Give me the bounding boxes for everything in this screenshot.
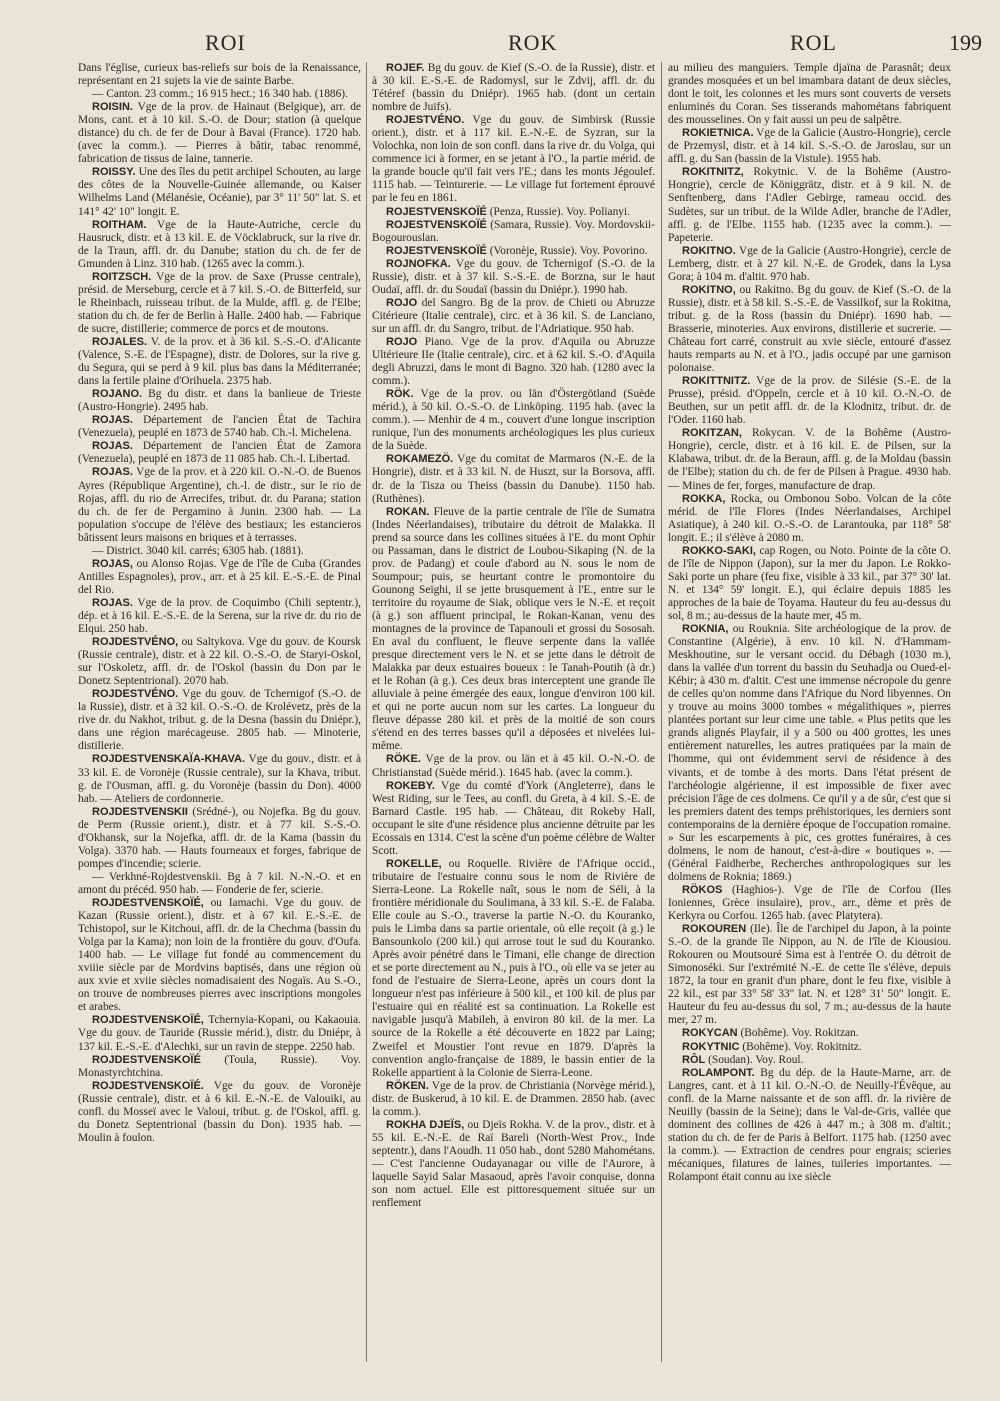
entry-text: Vge du gouv. de Simbirsk (Russie orient.), distr. et à 117 kil. E.-N.-E. de Syzran, sur la Volochka, non loin de son confl. dans la rive dr. du Volga, qui commence ici à former, en se jetant à l'O., la partie mérid. de la grande boucle qu'il fait vers l'E.; dans les monts Jégoulef. 1115 hab. — Teinturerie. — Le village fut fortement éprouvé par le feu en 1861. — [372, 114, 655, 205]
dictionary-entry — [78, 414, 361, 440]
dictionary-entry — [668, 127, 951, 166]
dictionary-entry — [372, 206, 655, 219]
header-center-guideword: ROK — [508, 30, 558, 55]
entry-text: (Ile). Île de l'archipel du Japon, à la pointe S.-O. de la grande île Nippon, au N. de l'île de Kiousiou. Rokouren ou Moutsouré Sima est à l'entrée O. du détroit de Simonoséki. Sur l'extrémité N.-E. de cette île s'élève, depuis 1872, la tour en granit d'un phare, dont le feu fixe, visible à 22 kil., est par 33° 58' 33" lat. N. et 128° 31' 50" longit. E. Hauteur du feu au-dessus du sol, 7 m.; au-dessus de la haute mer, 27 m. — [668, 923, 951, 1027]
dictionary-entry — [78, 897, 361, 1014]
header-left-guideword: ROI — [205, 30, 246, 55]
entry-headword: ROKNIA, — [682, 623, 729, 636]
entry-headword: ROKKA, — [682, 492, 726, 505]
dictionary-entry — [78, 271, 361, 336]
header-right-guideword: ROL — [790, 30, 837, 55]
dictionary-entry — [372, 245, 655, 258]
entry-text: Vge de la prov. de Saxe (Prusse centrale), présid. de Merseburg, cercle et à 7 kil. S.-O. de Bitterfeld, sur le Rheinbach, ruisseau tribut. de la Mulde, affl. g. de l'Elbe; station du ch. de fer de Berlin à Halle. 2400 hab. — Fabrique de sucre, distillerie; commerce de porcs et de moutons. — [78, 270, 361, 335]
entry-text: (Bohême). Voy. Rokitnitz. — [742, 1040, 862, 1053]
entry-text: (Soudan). Voy. Roul. — [708, 1053, 804, 1066]
entry-headword: ROJDESTVÉNO. — [92, 688, 179, 701]
dictionary-entry — [78, 688, 361, 753]
entry-text: Vge du gouv. de Voronèje (Russie centrale), distr. et à 6 kil. E.-N.-E. de Valouiki, au confl. du Mosseï avec le Valoui, tribut. g. de l'Oskol, affl. g. du Donetz Septentrional (bassin du Don). 1935 hab. — Moulin à foulon. — [78, 1079, 361, 1144]
dictionary-entry — [372, 1080, 655, 1119]
entry-headword: ROJO — [386, 296, 418, 309]
dictionary-entry — [668, 427, 951, 492]
entry-text: (Toula, Russie). Voy. Monastyrchtchina. — [78, 1053, 361, 1079]
entry-headword: ROJAS. — [92, 596, 133, 609]
entry-text: Vge du comté d'York (Angleterre), dans le West Riding, sur le Tees, au confl. du Greta, à 4 kil. S.-E. de Barnard Castle. 195 hab. — Château, dit Rokeby Hall, occupant le site d'une résidence plus ancienne détruite par les Ecossais en 1314. C'est la scène d'un poème célèbre de Walter Scott. — [372, 779, 655, 857]
entry-text: — District. 3040 kil. carrés; 6305 hab. (1881). — [92, 544, 304, 557]
entry-text: ou Rouknia. Site archéologique de la prov. de Constantine (Algérie), à env. 10 kil. N. d'Hammam-Meskhoutine, sur le versant occid. du Débagh (1030 m.), dans la vallée d'un torrent du bassin du Seuhadja ou Oued-el-Kébir; à 430 m. d'altit. C'est une immense nécropole du genre de celles qu'on nomme dans l'Afrique du Nord libyennes. On y trouve au moins 3000 tombes « mégalithiques », pierres plantées portant sur leur cime une table. « Plus petits que les grands alignés Playfair, il y a 500 ou 400 grottes, les unes entièrement naturelles, les autres pratiquées par la main de l'homme, qui ont évidemment servi de résidence à des vivants, et de tombe à des morts. Dans l'état présent de l'archéologie algérienne, il est impossible de fixer avec précision l'âge de ces dolmens. Ce qu'il y a de sûr, c'est que si les premiers datent des temps préhistoriques, les derniers sont contemporains de la dernière époque de l'occupation romaine. » Sur les escarpements à pic, ces grottes funéraires, à ces dolmens, le nom de hanout, c'est-à-dire « boutiques ». — (Général Faidherbe, Recherches anthropologiques sur les dolmens de Roknia; 1869.) — [668, 623, 951, 883]
entry-text: (Srédné-), ou Nojefka. Bg du gouv. de Perm (Russie orient.), distr. et à 77 kil. S.-S.-O. d'Okhansk, sur la Nojefka, affl. dr. de la Kama (bassin du Volga). 3370 hab. — Hauts fourneaux et forges, fabrique de pompes d'incendie; scierie. — [78, 805, 361, 870]
dictionary-entry — [668, 284, 951, 375]
column-left — [78, 62, 361, 1392]
dictionary-entry — [78, 871, 361, 897]
dictionary-entry — [78, 219, 361, 271]
entry-headword: ROKAN. — [386, 505, 430, 518]
entry-text: Vge de la prov. de Christiania (Norvège mérid.), distr. de Buskerud, à 10 kil. E. de Drammen. 2850 hab. (avec la comm.). — [372, 1079, 655, 1118]
entry-text: Une des îles du petit archipel Schouten, au large des côtes de la Nouvelle-Guinée allemande, ou Kaiser Wilhelms Land (Mélanésie, Océanie), par 3° 11' 50" lat. S. et 141° 42' 10" longit. E. — [78, 166, 361, 218]
entry-text: ou Djeïs Rokha. V. de la prov., distr. et à 55 kil. E.-N.-E. de Raï Bareli (North-West Prov., Inde septentr.), dans l'Aoudh. 11 050 hab., dont 5280 Mahométans. — C'est l'ancienne Oudayanagar ou ville de l'Aurore, à laquelle Sayid Salar Masaoud, après l'avoir conquise, donna son nom actuel. Elle est pittoresquement située sur un renflement — [372, 1118, 655, 1210]
entry-headword: ROKHA DJEÏS, — [386, 1118, 465, 1131]
entry-headword: ROKITNITZ, — [682, 166, 744, 179]
dictionary-entry — [372, 219, 655, 245]
entry-headword: ROJAS. — [92, 440, 133, 453]
entry-text: Département de l'ancien État de Tachira (Venezuela), peuplé en 1873 de 5740 hab. Ch.-l. Michelena. — [78, 414, 361, 440]
dictionary-entry — [668, 545, 951, 623]
entry-headword: RÖKEN. — [386, 1079, 429, 1092]
dictionary-entry — [78, 166, 361, 218]
entry-text: (Bohême). Voy. Rokitzan. — [740, 1027, 859, 1040]
column-divider — [366, 62, 367, 1362]
entry-text: Vge de la Galicie (Austro-Hongrie), cercle de Lemberg, distr. et à 27 kil. N.-E. de Grodek, dans la Lysa Gora; à 104 m. d'altit. 970 hab. — [668, 244, 951, 283]
dictionary-entry — [372, 297, 655, 336]
entry-text: ou Iamachi. Vge du gouv. de Kazan (Russie orient.), distr. et à 67 kil. E.-S.-E. de Tchistopol, sur le Kitchoui, affl. dr. de la Chechma (bassin du Volga par la Kama); non loin de la frontière du gouv. d'Oufa. 1400 hab. — Le village fut fondé au commencement du xviiie siècle par de Mordvins baptisés, dans une région où aux xvie et xviie siècles nomadisaient des Nogaïs. Au S.-O., on trouve de nombreuses pierres avec inscriptions mongoles et arabes. — [78, 897, 361, 1014]
entry-text: Vge de la Galicie (Austro-Hongrie), cercle de Przemysl, distr. et à 14 kil. S.-S.-O. de Jaroslau, sur un affl. g. du San (bassin de la Vistule). 1955 hab. — [668, 127, 951, 166]
entry-text: Vge du gouv. de Tchernigof (S.-O. de la Russie), distr. et à 37 kil. S.-S.-E. de Borzna, sur le haut Oudaï, affl. dr. du Soudaï (bassin du Dniépr.). 1990 hab. — [372, 257, 655, 296]
entry-headword: ROJDESTVENSKOÏÉ, — [92, 1014, 204, 1027]
entry-text: Vge de la prov. de Coquimbo (Chili septentr.), dép. et à 16 kil. E.-S.-E. de la Serena, sur la rive dr. du rio de Elqui. 250 hab. — [78, 596, 361, 636]
entry-text: cap Rogen, ou Noto. Pointe de la côte O. de l'île de Nippon (Japon), sur la mer du Japon. Le Rokko-Saki porte un phare (feu fixe, visible à 33 kil., par 37° 30' lat. N. et 134° 59' longit. E.), qui éclaire depuis 1885 les approches de la baie de Toyama. Hauteur du feu au-dessus du sol, 8 m.; au-dessus de la haute mer, 45 m. — [668, 544, 951, 622]
dictionary-entry — [668, 923, 951, 1027]
dictionary-entry — [78, 1054, 361, 1080]
dictionary-entry — [78, 806, 361, 871]
entry-text: Vge de la prov. de Hainaut (Belgique), arr. de Mons, cant. et à 10 kil. S.-O. de Dour; station (à quelque distance) du ch. de fer de Dour à Bavai (France). 1720 hab. (avec la comm.). — Pierres à bâtir, tabac renommé, fabrication de tissus de laine, tannerie. — [78, 101, 361, 166]
entry-text: (Voronèje, Russie). Voy. Povorino. — [489, 244, 648, 257]
entry-text: Rokycan. V. de la Bohême (Austro-Hongrie), cercle, distr. et à 16 kil. E. de Pilsen, sur la Klabawa, tribut. dr. de la Beraun, affl. g. de la Moldau (bassin de l'Elbe); station du ch. de fer de Pilsen à Prague. 4930 hab. — Mines de fer, forges, manufacture de drap. — [668, 427, 951, 492]
dictionary-entry — [78, 753, 361, 805]
entry-text: Vge du gouv., distr. et à 33 kil. E. de Voronèje (Russie centrale), sur la Khava, tribut. g. de l'Ousman, affl. g. du Voronèje (bassin du Don). 4000 hab. — Ateliers de cordonnerie. — [78, 753, 361, 805]
dictionary-entry — [668, 1054, 951, 1067]
column-right — [668, 62, 951, 1392]
entry-text: Vge de la Haute-Autriche, cercle du Hausruck, distr. et à 13 kil. E. de Vöcklabruck, sur la rive dr. de la Traun, affl. dr. du Danube; station du ch. de fer de Gmunden à Linz. 310 hab. (1265 avec la comm.). — [78, 218, 361, 270]
entry-headword: ROJDESTVENSKOÏÉ. — [92, 1079, 204, 1092]
entry-text: Vge de la prov. ou län et à 45 kil. O.-N.-O. de Christianstad (Suède mérid.). 1645 hab. (avec la comm.). — [372, 753, 655, 779]
entry-headword: ROJAS, — [92, 557, 133, 570]
entry-text: V. de la prov. et à 36 kil. S.-S.-O. d'Alicante (Valence, S.-E. de l'Espagne), distr. de Dolores, sur la rive g. du Segura, qui se perd à 9 kil. plus bas dans la Méditerranée; dans la fertile plaine d'Orihuela. 2375 hab. — [78, 335, 361, 388]
entry-headword: ROITZSCH. — [92, 270, 152, 283]
entry-headword: RÖK. — [386, 388, 414, 401]
entry-text: Fleuve de la partie centrale de l'île de Sumatra (Indes Néerlandaises), tributaire du détroit de Malakka. Il prend sa source dans les collines situées à l'E. du mont Ophir ou Passaman, dans le district de Loubou-Sikaping (N. de la prov. de Padang) et coule d'abord au N. sous le nom de Soumpour; puis, se heurtant contre le promontoire du Gounong Seïghi, il se jette brusquement à l'E., entre sur le territoire du royaume de Siak, oblique vers le N.-E. et reçoit (à g.) son affluent principal, le Rokan-Kanan, venu des montagnes de la province de Tapanouli et grossi du Sososah. En aval du confluent, le fleuve serpente dans la vallée presque directement vers le N. et se jette dans le détroit de Malakka par deux estuaires boueux : le Tanah-Poutih (à dr.) et le Rohan (à g.). Ces deux bras interceptent une grande île alluviale à peine émergée des eaux, longue d'environ 100 kil. et qui ne porte aucun nom sur les cartes. La longueur du fleuve dépasse 280 kil. et près de la moitié de son cours s'étend en des terres basses qu'il a déposées et nivelées lui-même. — [372, 505, 655, 753]
dictionary-entry — [668, 493, 951, 545]
entry-headword: ROKITNO. — [682, 244, 736, 257]
entry-headword: ROJESTVENSKOÏÉ — [386, 205, 487, 218]
entry-text: Vge de la prov. et à 220 kil. O.-N.-O. de Buenos Ayres (République Argentine), ch.-l. de distr., sur le rio de Rojas, affl. du rio de Arrecifes, tribut. dr. du Parana; station du ch. de fer de Pergamino à Junin. 2300 hab. — La population s'occupe de l'élève des bestiaux; les estancieros bâtissent leurs maisons en briques et à terrasses. — [78, 466, 361, 544]
dictionary-entry — [668, 245, 951, 284]
dictionary-entry — [78, 466, 361, 544]
entry-text: Vge du gouv. de Tchernigof (S.-O. de la Russie), distr. et à 32 kil. O.-S.-O. de Krolévetz, près de la rive dr. du Nakhot, tribut. g. de la Desna (bassin du Dniépr.), dans une région marécageuse. 2805 hab. — Minoterie, distillerie. — [78, 688, 361, 753]
entry-headword: ROKIETNICA. — [682, 127, 754, 140]
dictionary-entry — [668, 623, 951, 884]
entry-text: Vge de la prov. de Silésie (S.-E. de la Prusse), présid. d'Oppeln, cercle et à 10 kil. O.-N.-O. de Beuthen, sur un petit affl. dr. de la Klodnitz, tribut. dr. de l'Oder. 1160 hab. — [668, 375, 951, 427]
entry-headword: ROKELLE, — [386, 857, 442, 870]
dictionary-entry — [668, 1027, 951, 1040]
dictionary-entry — [78, 1014, 361, 1053]
entry-headword: ROITHAM. — [92, 218, 147, 231]
dictionary-entry — [78, 388, 361, 414]
entry-text: ou Saltykova. Vge du gouv. de Koursk (Russie centrale), distr. et à 22 kil. O.-S.-O. de Staryi-Oskol, sur l'Oskoletz, affl. dr. de l'Oskol (bassin du Don par le Donetz Septentrional). 2070 hab. — [78, 636, 361, 688]
dictionary-entry — [78, 336, 361, 388]
entry-headword: ROJAS. — [92, 414, 133, 427]
entry-headword: ROJDESTVENSKAÏA-KHAVA. — [92, 753, 245, 766]
dictionary-entry — [78, 1080, 361, 1145]
entry-text: Tchernyia-Kopani, ou Kakaouia. Vge du gouv. de Tauride (Russie mérid.), distr. du Dniépr, à 137 kil. E.-S.-E. d'Alechki, sur un ravin de steppe. 2250 hab. — [78, 1014, 361, 1053]
entry-headword: RÔL — [682, 1053, 706, 1066]
entry-text: Département de l'ancien État de Zamora (Venezuela), peuplé en 1873 de 11 085 hab. Ch.-l. Libertad. — [78, 440, 361, 466]
dictionary-entry — [372, 780, 655, 858]
dictionary-entry — [78, 440, 361, 466]
entry-headword: ROKKO-SAKI, — [682, 544, 756, 557]
entry-text: Rokytnic. V. de la Bohême (Austro-Hongrie), cercle de Königgrätz, distr. et à 9 kil. N. de Senftenberg, dans l'Adler Gebirge, rameau occid. des Sudètes, sur un tribut. de la Wilde Adler, branche de l'Adler, affl. g. de l'Elbe. 1155 hab. (1235 avec la comm.). — Papeterie. — [668, 166, 951, 244]
dictionary-entry — [668, 884, 951, 923]
entry-headword: ROKYTNIC — [682, 1040, 740, 1053]
dictionary-entry — [372, 62, 655, 114]
entry-text: Bg du distr. et dans la banlieue de Trieste (Austro-Hongrie). 2495 hab. — [78, 388, 361, 414]
entry-headword: ROJDESTVENSKOÏÉ — [92, 1053, 201, 1066]
entry-headword: ROJDESTVENSKII — [92, 805, 188, 818]
entry-headword: ROJDESTVÉNO, — [92, 636, 179, 649]
entry-headword: RÖKE. — [386, 753, 421, 766]
entry-headword: ROKITTNITZ. — [682, 375, 751, 388]
entry-text: del Sangro. Bg de la prov. de Chieti ou Abruzze Citérieure (Italie centrale), circ. et à 36 kil. S. de Lanciano, sur un affl. dr. du Sangro, tribut. de l'Adriatique. 950 hab. — [372, 296, 655, 335]
entry-headword: ROKITZAN, — [682, 427, 742, 440]
page-number: 199 — [949, 30, 982, 55]
dictionary-entry — [668, 1041, 951, 1054]
dictionary-entry — [372, 753, 655, 779]
entry-headword: ROJESTVENSKOÏÉ — [386, 218, 487, 231]
entry-headword: ROISIN. — [92, 101, 133, 114]
dictionary-entry — [372, 114, 655, 205]
dictionary-entry — [78, 545, 361, 558]
column-divider — [661, 62, 662, 1362]
entry-text: — Verkhné-Rojdestvenskii. Bg à 7 kil. N.-N.-O. et en amont du précéd. 950 hab. — Fonderie de fer, scierie. — [78, 870, 361, 896]
entry-text: (Haghios-). Vge de l'île de Corfou (Iles Ioniennes, Grèce insulaire), prov., arr., dème et près de Kerkyra ou Corfou. 1265 hab. (avec Platytera). — [668, 883, 951, 923]
entry-headword: ROKYCAN — [682, 1027, 738, 1040]
entry-headword: ROKOUREN — [682, 923, 747, 936]
entry-headword: ROJESTVENSKOÏÉ — [386, 244, 487, 257]
entry-text: Rocka, ou Ombonou Sobo. Volcan de la côte mérid. de l'île Flores (Indes Néerlandaises, Archipel Asiatique), à 240 kil. O.-S.-O. de Larantouka, par 118° 58' longit. E.; il s'élève à 2080 m. — [668, 492, 951, 544]
dictionary-entry — [78, 88, 361, 101]
entry-text: (Penza, Russie). Voy. Polianyi. — [489, 205, 630, 218]
dictionary-entry — [372, 453, 655, 505]
dictionary-entry — [372, 858, 655, 1080]
entry-headword: ROJDESTVENSKOÏÉ, — [92, 897, 204, 909]
dictionary-entry — [372, 388, 655, 453]
dictionary-entry — [372, 506, 655, 754]
entry-text: Piano. Vge de la prov. d'Aquila ou Abruzze Ultérieure IIe (Italie centrale), circ. et à 62 kil. S.-O. d'Aquila degli Abruzzi, dans le mont di Bagno. 320 hab. (1280 avec la comm.). — [372, 335, 655, 388]
entry-text: ou Rakitno. Bg du gouv. de Kief (S.-O. de la Russie), distr. et à 58 kil. S.-S.-E. de Vassilkof, sur la Rokitna, tribut. g. de la Ross (bassin du Dniépr). 1690 hab. — Brasserie, minoteries. Aux environs, distillerie et sucrerie. — Château fort carré, construit au xvie siècle, entouré d'assez hauts remparts au N. et à l'O., jadis occupé par une garnison polonaise. — [668, 283, 951, 375]
entry-headword: ROISSY. — [92, 166, 136, 179]
entry-headword: ROJANO. — [92, 388, 143, 401]
entry-headword: ROJALES. — [92, 335, 148, 348]
dictionary-entry — [668, 166, 951, 244]
entry-headword: ROJESTVÉNO. — [386, 114, 465, 127]
entry-headword: ROLAMPONT. — [682, 1066, 755, 1079]
entry-text: ou Roquelle. Rivière de l'Afrique occid., tributaire de l'estuaire connu sous le nom de Rivière de Sierra-Leone. La Rokelle naît, sous le nom de Séli, à la frontière méridionale du Soulimana, à 33 kil. S.-E. de Falaba. Elle coule au S.-O., traverse la partie N.-O. du Kouranko, puis le Limba dans sa partie orientale, où elle reçoit (à g.) le Bansounkolo (200 kil.) qui arrose tout le sud du Kouranko. Après avoir pénétré dans le Timani, elle change de direction et se porte directement au N., puis à l'O., où elle va se jeter au fond de l'estuaire de Sierra-Leone, après un cours dont la longueur n'est pas inférieure à 500 kil., et 100 kil. de plus par l'estuaire qui en réalité est sa continuation. La Rokelle est navigable jusqu'à Mabileh, à environ 80 kil. de la mer. La source de la Rokelle a été découverte en 1822 par Laing; Zweifel et Moustier l'ont revue en 1879. D'après la convention anglo-française de 1889, le bassin entier de la Rokelle appartient à la Colonie de Sierra-Leone. — [372, 857, 655, 1079]
entry-headword: ROJEF. — [386, 62, 425, 74]
dictionary-entry — [78, 597, 361, 636]
entry-headword: ROKAMEZÖ. — [386, 453, 454, 466]
dictionary-entry — [78, 62, 361, 88]
entry-text: Vge du comitat de Marmaros (N.-E. de la Hongrie), distr. et à 33 kil. N. de Huszt, sur la Borsova, affl. dr. de la Tisza ou Theiss (bassin du Danube). 1150 hab. (Ruthènes). — [372, 453, 655, 505]
entry-headword: ROJAS. — [92, 466, 133, 479]
entry-headword: ROJNOFKA. — [386, 257, 451, 270]
entry-headword: ROKITNO, — [682, 283, 736, 296]
entry-text: ou Alonso Rojas. Vge de l'île de Cuba (Grandes Antilles Espagnoles), prov., arr. et à 25 kil. E.-S.-E. de Pinal del Rio. — [78, 557, 361, 596]
entry-text: Bg du gouv. de Kief (S.-O. de la Russie), distr. et à 30 kil. E.-S.-E. de Radomysl, sur le Zdvij, affl. dr. du Tétéref (bassin du Dniépr). 1965 hab. (dont un certain nombre de Juifs). — [372, 62, 655, 114]
entry-headword: RÖKOS — [682, 883, 723, 896]
entry-text: Bg du dép. de la Haute-Marne, arr. de Langres, cant. et à 11 kil. O.-N.-O. de Neuilly-l'Évêque, au confl. de la Marne naissante et de son affl. dr. la rivière de Neuilly (bassin de la Seine); dans le Val-de-Gris, vallée que dominent des collines de 426 à 447 m.; à 308 m. d'altit.; station du ch. de fer de Paris à Belfort. 1175 hab. (1250 avec la comm.). — Extraction de cendres pour engrais; scieries mécaniques, filatures de laines, tuileries importantes. — Rolampont était connu au ixe siècle — [668, 1066, 951, 1183]
entry-text: (Samara, Russie). Voy. Mordovskii-Bogourouslan. — [372, 218, 655, 244]
dictionary-entry — [668, 62, 951, 127]
entry-text: au milieu des manguiers. Temple djaïna de Parasnât; deux grandes mosquées et un bel imambara datant de deux siècles, dont le toit, les colonnes et les murs sont couverts de versets enluminés du Coran. Ses tisserands mahométans fabriquent des mousselines. On y fait aussi un peu de salpêtre. — [668, 62, 951, 127]
running-header — [70, 22, 982, 60]
dictionary-entry — [78, 636, 361, 688]
entry-text: Dans l'église, curieux bas-reliefs sur bois de la Renaissance, représentant en 21 sujets la vie de sainte Barbe. — [78, 62, 361, 88]
entry-text: — Canton. 23 comm.; 16 915 hect.; 16 340 hab. (1886). — [92, 88, 348, 101]
dictionary-entry — [78, 101, 361, 166]
entry-headword: ROKEBY. — [386, 779, 435, 792]
entry-headword: ROJO — [386, 335, 418, 348]
dictionary-entry — [372, 258, 655, 297]
dictionary-entry — [372, 1119, 655, 1210]
dictionary-entry — [372, 336, 655, 388]
entry-text: Vge de la prov. ou län d'Östergötland (Suède mérid.), à 50 kil. O.-S.-O. de Linköping. 1195 hab. (avec la comm.). — Menhir de 4 m., couvert d'une longue inscription runique, l'un des monuments archéologiques les plus curieux de la Suède. — [372, 388, 655, 453]
column-middle — [372, 62, 655, 1392]
dictionary-entry — [668, 1067, 951, 1184]
dictionary-entry — [668, 375, 951, 427]
dictionary-entry — [78, 558, 361, 597]
